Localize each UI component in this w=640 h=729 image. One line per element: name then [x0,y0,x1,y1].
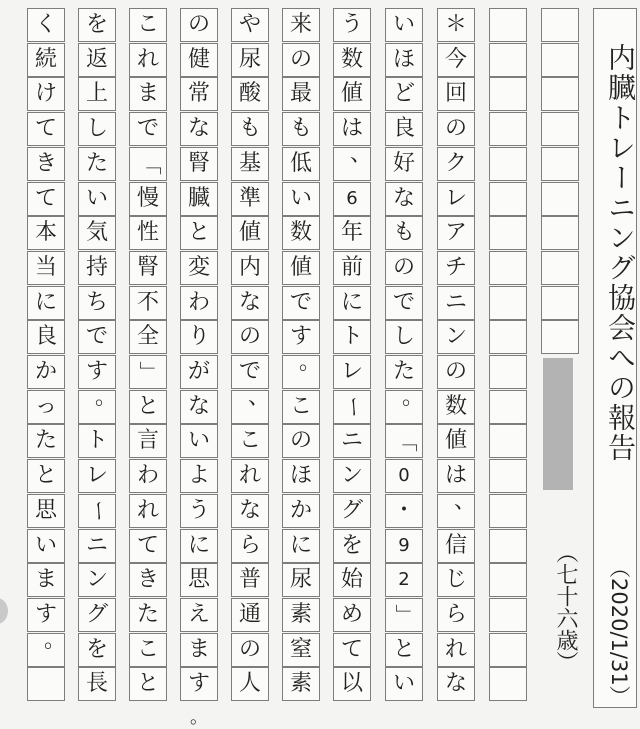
grid-cell: て [27,112,65,146]
grid-cell: く [27,8,65,42]
grid-cell: に [333,286,371,320]
grid-cell: ら [231,529,269,563]
grid-cell: ま [180,633,218,667]
grid-cell: 値 [437,424,475,458]
grid-cell: 続 [27,43,65,77]
grid-cell: 常 [180,77,218,111]
grid-cell: 不 [129,286,167,320]
grid-cell: ク [437,147,475,181]
grid-cell: 回 [437,77,475,111]
grid-cell: な [231,286,269,320]
grid-cell: い [27,529,65,563]
grid-cell [489,633,527,667]
grid-cell: の [437,112,475,146]
grid-cell: 全 [129,320,167,354]
text-column-9 [27,8,65,708]
grid-cell: 年 [333,216,371,250]
grid-cell: 。 [385,390,423,424]
grid-cell: の [282,424,320,458]
grid-cell: を [333,529,371,563]
grid-cell: 当 [27,251,65,285]
grid-cell [541,8,579,42]
grid-cell: の [385,251,423,285]
grid-cell [541,320,579,354]
grid-cell: わ [180,286,218,320]
grid-cell: 腎 [180,147,218,181]
grid-cell: き [129,563,167,597]
text-column-5 [231,8,269,708]
grid-cell: ま [27,563,65,597]
grid-cell: 9 [385,529,423,563]
grid-cell: 、 [231,390,269,424]
grid-cell: ア [437,216,475,250]
grid-cell: ン [333,459,371,493]
grid-cell: 持 [78,251,116,285]
text-column-6 [180,8,218,708]
grid-cell [489,182,527,216]
grid-cell: ン [78,563,116,597]
text-column-3 [333,8,371,708]
grid-cell: 値 [282,251,320,285]
grid-cell: 、 [333,147,371,181]
grid-cell: 基 [231,147,269,181]
grid-cell: を [78,633,116,667]
grid-cell [489,459,527,493]
grid-cell: い [385,8,423,42]
grid-cell: た [129,598,167,632]
grid-cell: と [385,633,423,667]
grid-cell: で [385,286,423,320]
grid-cell: ト [333,320,371,354]
grid-cell: い [282,182,320,216]
grid-cell: と [129,667,167,701]
grid-cell: の [282,43,320,77]
grid-cell: 内 [231,251,269,285]
grid-cell: グ [78,598,116,632]
text-column-8 [78,8,116,708]
grid-cell: 信 [437,529,475,563]
grid-cell: で [78,320,116,354]
grid-cell: ＊ [437,8,475,42]
grid-cell: 返 [78,43,116,77]
grid-cell: 最 [282,77,320,111]
grid-cell: こ [129,633,167,667]
grid-cell: れ [129,494,167,528]
grid-cell: な [231,494,269,528]
grid-cell: じ [437,563,475,597]
grid-cell: し [385,320,423,354]
grid-cell [489,494,527,528]
grid-cell: 「 [129,147,167,181]
grid-cell: う [333,8,371,42]
grid-cell: な [180,112,218,146]
grid-cell: す [27,598,65,632]
grid-cell [489,8,527,42]
grid-cell: グ [333,494,371,528]
grid-cell: て [27,182,65,216]
grid-cell [489,563,527,597]
grid-cell: 思 [180,563,218,597]
redacted-name [543,358,573,490]
grid-cell: 値 [231,216,269,250]
grid-cell: 通 [231,598,269,632]
grid-cell: ま [129,77,167,111]
grid-cell: り [180,320,218,354]
grid-cell [489,147,527,181]
grid-cell: 値 [333,77,371,111]
grid-cell: 本 [27,216,65,250]
grid-cell: ン [437,320,475,354]
grid-cell: こ [282,390,320,424]
grid-cell: 気 [78,216,116,250]
grid-cell [489,390,527,424]
grid-cell: ニ [333,424,371,458]
grid-cell: た [385,355,423,389]
grid-cell: た [27,424,65,458]
grid-cell: て [129,529,167,563]
grid-cell: レ [78,459,116,493]
grid-cell: ら [437,598,475,632]
grid-cell: 素 [282,667,320,701]
grid-cell: め [333,598,371,632]
grid-cell: 性 [129,216,167,250]
grid-cell: 0 [385,459,423,493]
grid-cell: 酸 [231,77,269,111]
grid-cell: 前 [333,251,371,285]
grid-cell: 低 [282,147,320,181]
grid-cell: も [231,112,269,146]
author-age: （七十六歳） [553,541,578,673]
grid-cell [541,182,579,216]
grid-cell: い [385,667,423,701]
grid-cell: 慢 [129,182,167,216]
grid-cell [489,598,527,632]
grid-cell: 数 [437,390,475,424]
grid-cell: は [333,112,371,146]
grid-cell: 思 [27,494,65,528]
grid-cell [489,667,527,701]
grid-cell [27,667,65,701]
page-edge-mark [0,598,8,624]
grid-cell: レ [333,355,371,389]
grid-cell: 好 [385,147,423,181]
grid-cell: 上 [78,77,116,111]
text-column-1 [437,8,475,708]
grid-cell: や [231,8,269,42]
grid-cell: と [129,390,167,424]
grid-cell: 。 [27,633,65,667]
grid-cell: な [437,667,475,701]
title-column [593,8,637,708]
report-date: （2020/1/31） [607,557,631,707]
grid-cell [489,43,527,77]
grid-cell [489,216,527,250]
grid-cell: か [282,494,320,528]
grid-cell: い [78,182,116,216]
grid-cell: し [78,112,116,146]
grid-cell [489,320,527,354]
text-column-7 [129,8,167,708]
grid-cell: か [27,355,65,389]
grid-cell: 今 [437,43,475,77]
grid-cell: れ [231,459,269,493]
grid-cell: 数 [333,43,371,77]
grid-cell: 窒 [282,633,320,667]
grid-cell: 良 [385,112,423,146]
grid-cell: 、 [437,494,475,528]
grid-cell: 数 [282,216,320,250]
grid-cell: に [27,286,65,320]
grid-cell: こ [231,424,269,458]
grid-cell: 以 [333,667,371,701]
grid-cell: と [27,459,65,493]
grid-cell: す [282,320,320,354]
grid-cell: 来 [282,8,320,42]
grid-cell: 健 [180,43,218,77]
grid-cell [489,424,527,458]
grid-cell [541,216,579,250]
grid-cell: す [78,355,116,389]
grid-cell: れ [437,633,475,667]
grid-cell: の [180,8,218,42]
grid-cell: わ [129,459,167,493]
grid-cell: チ [437,251,475,285]
grid-cell [541,286,579,320]
text-column-4 [282,8,320,708]
grid-cell: 始 [333,563,371,597]
grid-cell: ち [78,286,116,320]
text-column-2 [385,8,423,708]
grid-cell: 変 [180,251,218,285]
grid-cell: で [129,112,167,146]
grid-cell: の [231,633,269,667]
grid-cell: き [27,147,65,181]
grid-cell: ー [333,390,371,424]
grid-cell: っ [27,390,65,424]
grid-cell: け [27,77,65,111]
grid-cell: 腎 [129,251,167,285]
empty-column-1 [489,8,527,708]
grid-cell: 言 [129,424,167,458]
grid-cell [489,286,527,320]
grid-cell [541,251,579,285]
grid-cell: 。 [78,390,116,424]
grid-cell: 2 [385,563,423,597]
grid-cell: ど [385,77,423,111]
grid-cell [489,251,527,285]
grid-cell: レ [437,182,475,216]
grid-cell [489,355,527,389]
grid-cell: の [437,355,475,389]
grid-cell: な [180,390,218,424]
grid-cell: ほ [282,459,320,493]
grid-cell: ニ [78,529,116,563]
grid-cell: て [333,633,371,667]
grid-cell: と [180,216,218,250]
grid-cell: な [385,182,423,216]
grid-cell: の [231,320,269,354]
grid-cell: 人 [231,667,269,701]
grid-cell [489,112,527,146]
grid-cell: う [180,494,218,528]
grid-cell: ー [78,494,116,528]
grid-cell: ニ [437,286,475,320]
grid-cell [489,77,527,111]
grid-cell: が [180,355,218,389]
grid-cell: も [385,216,423,250]
grid-cell: で [282,286,320,320]
grid-cell: に [180,529,218,563]
grid-cell: を [78,8,116,42]
grid-cell: 。 [282,355,320,389]
grid-cell: た [78,147,116,181]
overflow-punctuation: 。 [190,707,208,728]
grid-cell [541,147,579,181]
grid-cell: ほ [385,43,423,77]
grid-cell: よ [180,459,218,493]
grid-cell: 準 [231,182,269,216]
grid-cell [489,529,527,563]
grid-cell: 臓 [180,182,218,216]
grid-cell [541,77,579,111]
grid-cell [541,112,579,146]
grid-cell: 」 [129,355,167,389]
grid-cell: い [180,424,218,458]
grid-cell: 尿 [282,563,320,597]
grid-cell: も [282,112,320,146]
grid-cell: れ [129,43,167,77]
grid-cell: に [282,529,320,563]
grid-cell: 良 [27,320,65,354]
grid-cell [541,43,579,77]
grid-cell: 6 [333,182,371,216]
grid-cell: は [437,459,475,493]
grid-cell: こ [129,8,167,42]
grid-cell: 尿 [231,43,269,77]
report-title: 内臓トレーニング協会への報告 [604,43,637,463]
grid-cell: 「 [385,424,423,458]
grid-cell: ト [78,424,116,458]
grid-cell: 素 [282,598,320,632]
grid-cell: 長 [78,667,116,701]
grid-cell: 普 [231,563,269,597]
grid-cell: え [180,598,218,632]
grid-cell: す [180,667,218,701]
grid-cell: 」 [385,598,423,632]
grid-cell: で [231,355,269,389]
grid-cell: ・ [385,494,423,528]
